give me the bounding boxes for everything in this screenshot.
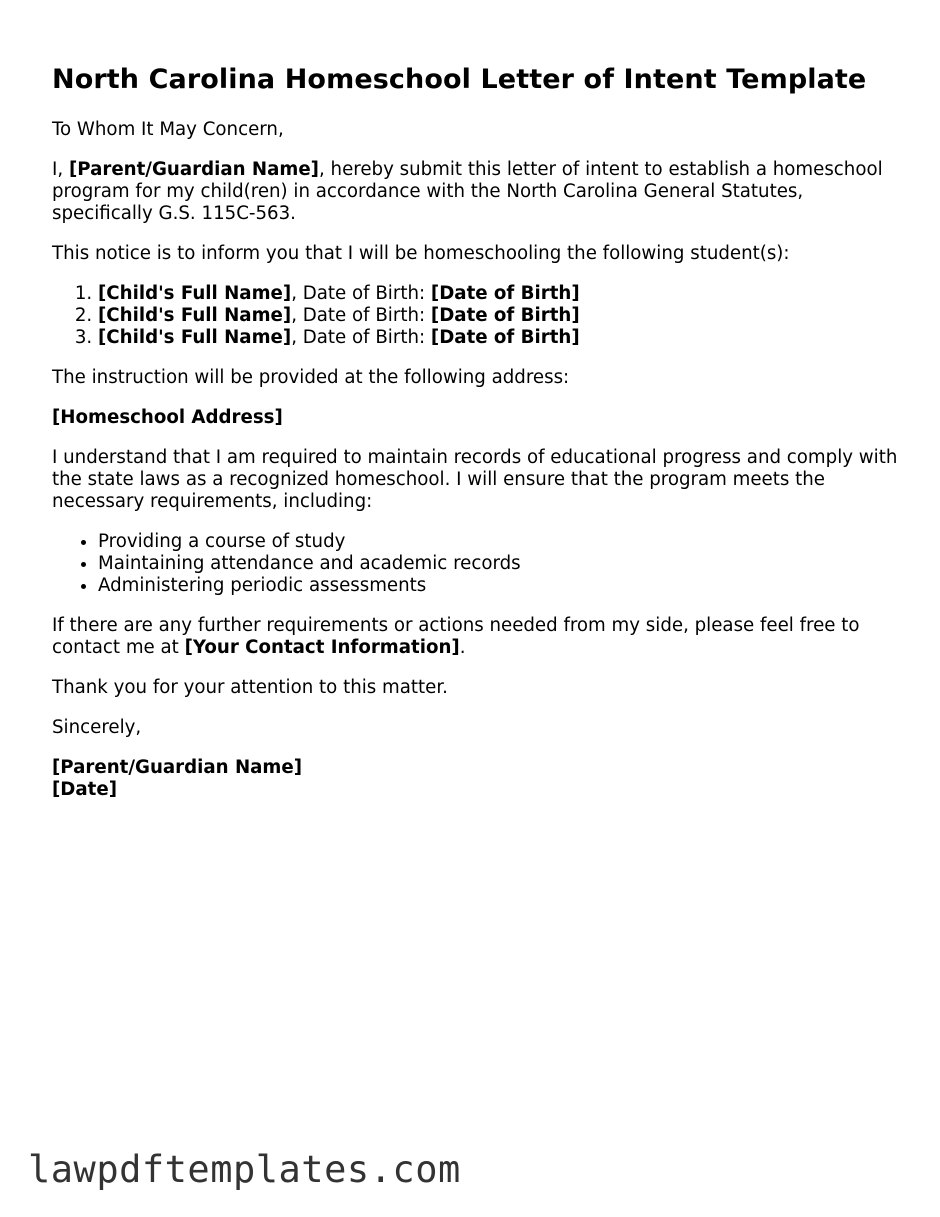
address-placeholder-paragraph — [52, 407, 902, 429]
dob-label: , Date of Birth: — [291, 305, 431, 326]
requirement-item: • Administering periodic assessments — [98, 575, 902, 597]
dob-placeholder: [Date of Birth] — [430, 327, 580, 348]
salutation: To Whom It May Concern, — [52, 119, 284, 140]
site-watermark: lawpdftemplates.com — [28, 1148, 461, 1191]
child-name-placeholder: [Child's Full Name] — [98, 283, 292, 304]
signature-date-line — [52, 779, 902, 801]
child-name-placeholder: [Child's Full Name] — [98, 327, 292, 348]
student-item — [98, 305, 902, 327]
contact-pre: If there are any further requirements or actions needed from my side, please feel free to contact me at — [52, 615, 860, 658]
student-item — [98, 283, 902, 305]
parent-name-placeholder: [Parent/Guardian Name] — [68, 159, 319, 180]
contact-post: . — [459, 637, 466, 658]
student-list — [52, 283, 902, 349]
letter-page — [52, 62, 902, 801]
dob-label: , Date of Birth: — [291, 283, 431, 304]
intro-pre: I, — [52, 159, 69, 180]
address-placeholder: [Homeschool Address] — [52, 407, 283, 428]
child-name-placeholder: [Child's Full Name] — [98, 305, 292, 326]
requirements-list — [52, 531, 902, 597]
dob-placeholder: [Date of Birth] — [430, 305, 580, 326]
dob-label: , Date of Birth: — [291, 327, 431, 348]
contact-placeholder: [Your Contact Information] — [184, 637, 460, 658]
requirement-item: • Providing a course of study — [98, 531, 902, 553]
student-item — [98, 327, 902, 349]
dob-placeholder: [Date of Birth] — [430, 283, 580, 304]
signature-block — [52, 757, 902, 801]
signature-name-line — [52, 757, 902, 779]
address-intro: The instruction will be provided at the following address: — [52, 367, 570, 388]
understanding-paragraph: I understand that I am required to maintain records of educational progress and comply with the state laws as a recognized homeschool. I will ensure that the program meets the necessary requirements, including: — [52, 447, 898, 512]
closing: Sincerely, — [52, 717, 142, 738]
intro-post: , hereby submit this letter of intent to establish a homeschool program for my child(ren) in accordance with the North Carolina General Statutes, specifically G.S. 115C-563. — [52, 159, 883, 224]
thanks-paragraph: Thank you for your attention to this matter. — [52, 677, 448, 698]
signature-name-placeholder: [Parent/Guardian Name] — [52, 757, 303, 778]
intro-paragraph — [52, 159, 902, 225]
contact-paragraph — [52, 615, 902, 659]
signature-date-placeholder: [Date] — [52, 779, 118, 800]
notice-paragraph: This notice is to inform you that I will be homeschooling the following student(s): — [52, 243, 790, 264]
document-title: North Carolina Homeschool Letter of Intent Template — [52, 64, 867, 95]
requirement-item: • Maintaining attendance and academic records — [98, 553, 902, 575]
